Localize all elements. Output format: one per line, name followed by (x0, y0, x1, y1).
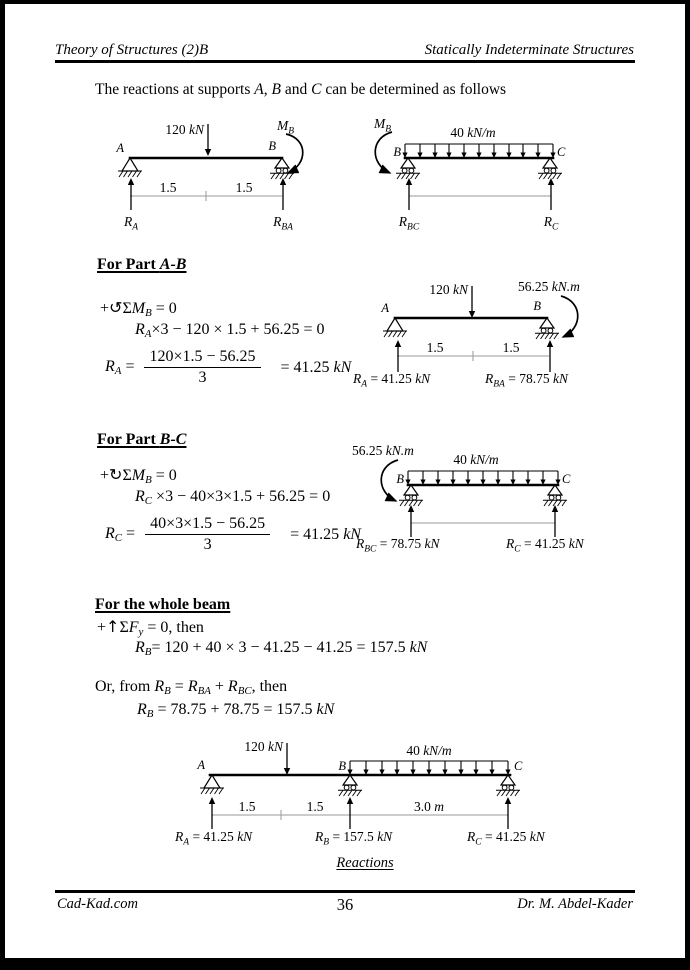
reaction-label-ra: $R_A$ (123, 214, 139, 233)
eq-bc-expanded: RC ×3 − 40×3×1.5 + 56.25 = 0 (135, 488, 331, 508)
reaction-value-rba: $R_{BA} = 78.75$ kN (485, 371, 568, 390)
distributed-load (402, 144, 555, 158)
page-border-left (0, 0, 5, 970)
footer-site: Cad-Kad.com (57, 896, 138, 912)
eq-ab-moment-sum: +↺ΣMB = 0 (100, 298, 177, 320)
figure-caption: Reactions (336, 855, 394, 871)
eq-ab-expanded: RA×3 − 120 × 1.5 + 56.25 = 0 (135, 321, 325, 341)
distributed-load-label: 40 kN/m (406, 743, 452, 758)
intro-text: The reactions at supports A, B and C can be determined as follows (95, 81, 507, 98)
eq-bc-result (105, 515, 361, 554)
dim-label-2: 1.5 (502, 340, 520, 355)
reaction-value-ra: $R_A = 41.25$ kN (175, 829, 253, 848)
node-label-b: B (393, 145, 401, 159)
point-load-arrow (284, 743, 290, 775)
moment-value-label: 56.25 kN.m (518, 279, 580, 294)
node-label-a: A (381, 301, 389, 315)
fraction-denominator: 3 (203, 536, 212, 553)
support-pin-a (383, 318, 407, 337)
reaction-arrow-b (280, 178, 286, 210)
moment-value-label: 56.25 kN.m (352, 443, 414, 458)
distributed-load-label: 40 kN/m (450, 125, 496, 140)
eq-lhs: RC = (105, 524, 136, 545)
footer-rule (55, 890, 635, 893)
reaction-value-rc: $R_C = 41.25$ kN (506, 536, 584, 555)
diagram-part-ab-unknowns (68, 112, 368, 237)
diagram-whole-beam (155, 733, 575, 853)
section-bc-heading: For Part B-C (97, 431, 187, 448)
point-load-label: 120 kN (429, 282, 468, 297)
node-label-b: B (533, 299, 541, 313)
distributed-load-label: 40 kN/m (453, 452, 499, 467)
fraction-numerator: 40×3×1.5 − 56.25 (145, 515, 270, 535)
section-ab-heading: For Part A-B (97, 256, 187, 273)
support-roller-c (496, 775, 520, 796)
page-number: 36 (336, 895, 354, 914)
reaction-arrow-c (552, 505, 558, 537)
reaction-value-ra: $R_A = 41.25$ kN (353, 371, 431, 390)
dim-label-1: 1.5 (159, 180, 177, 195)
dim-label-1: 1.5 (238, 799, 256, 814)
node-label-b: B (396, 472, 404, 486)
distributed-load (347, 761, 510, 775)
eq-bc-moment-sum: +↻ΣMB = 0 (100, 465, 177, 487)
fraction (145, 515, 270, 554)
reaction-label-rbc: $R_{BC}$ (398, 214, 420, 233)
reaction-label-rc: $R_C$ (543, 214, 559, 233)
support-pin-a (200, 775, 224, 794)
dim-label-2: 1.5 (306, 799, 324, 814)
page-border-right (685, 0, 690, 970)
fraction-denominator: 3 (198, 369, 207, 386)
reaction-value-rb: $R_B = 157.5$ kN (315, 829, 393, 848)
header-left-title: Theory of Structures (2)B (55, 42, 209, 58)
eq-lhs: RA = (105, 357, 135, 378)
fraction-numerator: 120×1.5 − 56.25 (144, 348, 260, 368)
reaction-arrow-b (408, 505, 414, 537)
section-wholebeam-heading: For the whole beam (95, 596, 231, 613)
eq-rhs: = 41.25 kN (290, 525, 361, 543)
reaction-label-rba: $R_{BA}$ (273, 214, 293, 233)
moment-label: $M_B$ (374, 116, 392, 135)
page-border-bottom (0, 958, 690, 970)
reaction-arrow-c (548, 178, 554, 210)
distributed-load (405, 471, 560, 485)
moment-arc-icon (561, 296, 578, 337)
eq-ab-result (105, 348, 351, 387)
dim-label-1: 1.5 (426, 340, 444, 355)
reaction-arrow-b (406, 178, 412, 210)
point-load-label: 120 kN (244, 739, 283, 754)
moment-label: $M_B$ (277, 118, 295, 137)
reaction-value-rc: $R_C = 41.25$ kN (467, 829, 545, 848)
dim-label-3: 3.0 m (414, 799, 444, 814)
node-label-c: C (562, 472, 571, 486)
node-label-a: A (116, 141, 124, 155)
reaction-value-rbc: $R_{BC} = 78.75$ kN (356, 536, 440, 555)
point-load-label: 120 kN (165, 122, 204, 137)
support-roller-b (399, 485, 423, 506)
support-roller-b (396, 158, 420, 179)
eq-whole-rb-sum: RB = 78.75 + 78.75 = 157.5 kN (137, 701, 335, 721)
reaction-arrow-a (128, 178, 134, 210)
support-roller-b (535, 318, 559, 339)
reaction-arrow-a (209, 797, 215, 829)
diagram-part-bc-unknowns (368, 112, 668, 237)
reaction-arrow-c (505, 797, 511, 829)
point-load-arrow (205, 124, 211, 156)
moment-arc-icon (375, 132, 392, 173)
diagram-part-ab-solved (343, 275, 673, 400)
support-roller-c (538, 158, 562, 179)
eq-whole-rb: RB= 120 + 40 × 3 − 41.25 − 41.25 = 157.5 kN (135, 639, 428, 659)
node-label-b: B (338, 759, 346, 773)
eq-rhs: = 41.25 kN (280, 358, 352, 376)
fraction (144, 348, 260, 387)
support-roller-b (270, 158, 294, 179)
eq-whole-fy: +↑ΣFy = 0, then (97, 617, 204, 639)
point-load-arrow (469, 286, 475, 318)
eq-whole-or-from: Or, from RB = RBA + RBC, then (95, 678, 288, 698)
page-border-top (0, 0, 690, 4)
node-label-a: A (197, 758, 205, 772)
node-label-c: C (557, 145, 566, 159)
footer-author: Dr. M. Abdel-Kader (517, 896, 633, 912)
diagram-part-bc-solved (348, 438, 678, 563)
header-rule (55, 60, 635, 63)
support-roller-c (543, 485, 567, 506)
header-right-title: Statically Indeterminate Structures (424, 42, 634, 58)
node-label-c: C (514, 759, 523, 773)
dim-label-2: 1.5 (235, 180, 253, 195)
reaction-arrow-b (347, 797, 353, 829)
node-label-b: B (268, 139, 276, 153)
support-roller-b (338, 775, 362, 796)
support-pin-a (118, 158, 142, 177)
